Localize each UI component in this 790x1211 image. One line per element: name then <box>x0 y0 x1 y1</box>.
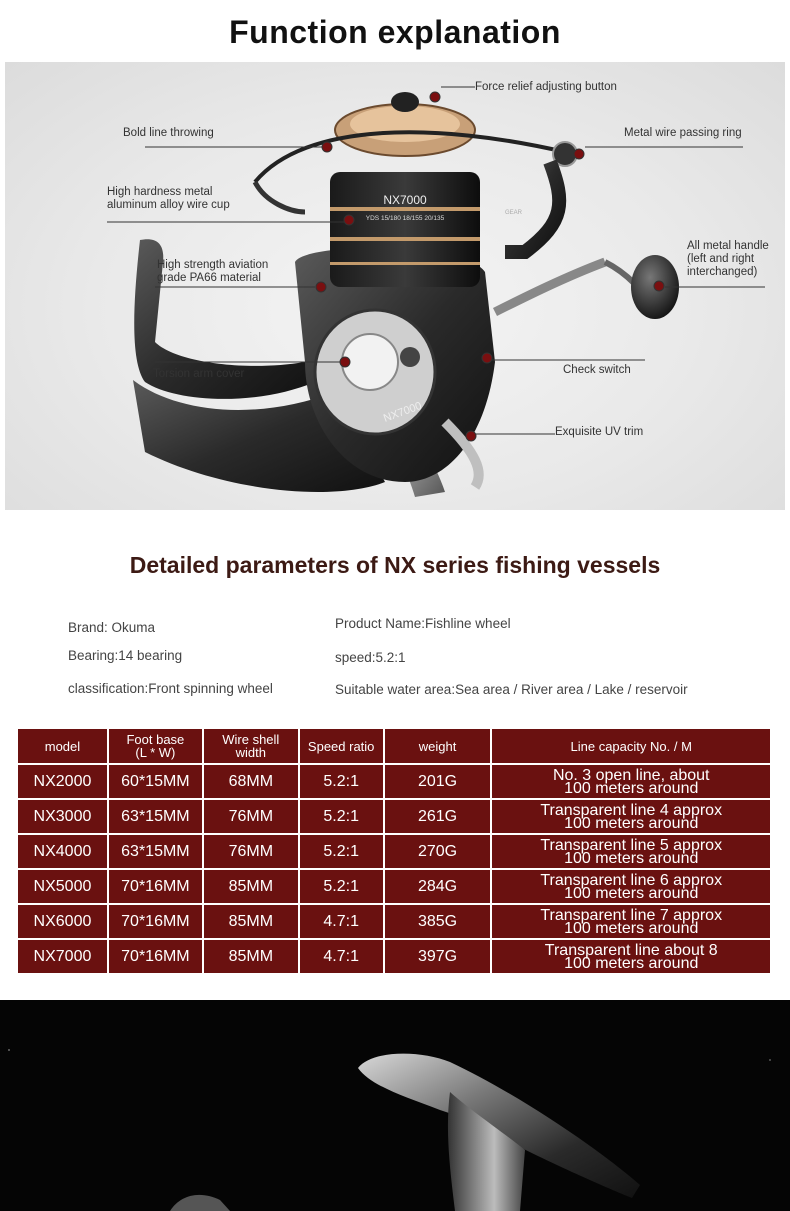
cell-wire-shell: 76MM <box>204 800 298 833</box>
spec-table <box>16 727 772 975</box>
spool-capacity-text: YDS 15/180 18/155 20/135 <box>365 215 445 222</box>
cell-line-capacity: No. 3 open line, about 100 meters around <box>492 765 770 798</box>
callout-torsion-arm: Torsion arm cover <box>153 368 245 380</box>
cell-weight: 397G <box>385 940 491 973</box>
spool-model-text: NX7000 <box>383 193 427 207</box>
cell-line-capacity: Transparent line 4 approx 100 meters around <box>492 800 770 833</box>
table-row <box>18 940 770 973</box>
cell-speed-ratio: 5.2:1 <box>300 870 383 903</box>
cell-foot-base: 70*16MM <box>109 940 202 973</box>
reel-handle-closeup <box>0 1000 790 1211</box>
cell-model: NX4000 <box>18 835 107 868</box>
callout-metal-wire: Metal wire passing ring <box>624 127 742 139</box>
param-speed: speed:5.2:1 <box>335 650 406 665</box>
table-row <box>18 905 770 938</box>
table-row <box>18 870 770 903</box>
header-line-capacity: Line capacity No. / M <box>492 729 770 763</box>
cell-foot-base: 63*15MM <box>109 835 202 868</box>
cell-model: NX3000 <box>18 800 107 833</box>
cell-speed-ratio: 4.7:1 <box>300 905 383 938</box>
dark-product-closeup <box>0 1000 790 1211</box>
cell-line-capacity: Transparent line 5 approx 100 meters around <box>492 835 770 868</box>
cell-model: NX2000 <box>18 765 107 798</box>
header-weight: weight <box>385 729 491 763</box>
table-row <box>18 765 770 798</box>
cell-foot-base: 70*16MM <box>109 905 202 938</box>
page-title: Function explanation <box>229 14 561 50</box>
header-model: model <box>18 729 107 763</box>
cell-foot-base: 70*16MM <box>109 870 202 903</box>
param-brand: Brand: Okuma <box>68 620 156 635</box>
callout-bold-line: Bold line throwing <box>123 127 214 139</box>
param-classification: classification:Front spinning wheel <box>68 681 273 696</box>
callout-force-relief: Force relief adjusting button <box>475 81 617 93</box>
header-speed-ratio: Speed ratio <box>300 729 383 763</box>
table-header-row <box>18 729 770 763</box>
product-photo <box>5 62 785 510</box>
cell-wire-shell: 76MM <box>204 835 298 868</box>
cell-speed-ratio: 5.2:1 <box>300 800 383 833</box>
header-wire-shell: Wire shell width <box>204 729 298 763</box>
header-foot-base: Foot base (L * W) <box>109 729 202 763</box>
callout-metal-handle: All metal handle (left and right interchanged) <box>687 240 769 278</box>
cell-foot-base: 63*15MM <box>109 800 202 833</box>
cell-speed-ratio: 4.7:1 <box>300 940 383 973</box>
cell-line-capacity: Transparent line about 8 100 meters around <box>492 940 770 973</box>
param-product-name: Product Name:Fishline wheel <box>335 616 511 631</box>
table-row <box>18 800 770 833</box>
cell-foot-base: 60*15MM <box>109 765 202 798</box>
callout-aviation: High strength aviation grade PA66 material <box>157 259 269 284</box>
callout-uv-trim: Exquisite UV trim <box>555 426 644 438</box>
cell-speed-ratio: 5.2:1 <box>300 835 383 868</box>
table-row <box>18 835 770 868</box>
gear-text: GEAR <box>505 210 523 216</box>
body-model-text: NX7000 <box>381 399 424 425</box>
params-title: Detailed parameters of NX series fishing vessels <box>129 552 661 578</box>
cell-model: NX6000 <box>18 905 107 938</box>
callout-check-switch: Check switch <box>563 364 631 376</box>
param-water-area: Suitable water area:Sea area / River area / Lake / reservoir <box>335 682 688 697</box>
cell-weight: 270G <box>385 835 491 868</box>
cell-wire-shell: 85MM <box>204 940 298 973</box>
callout-wire-cup: High hardness metal aluminum alloy wire cup <box>107 186 230 211</box>
cell-line-capacity: Transparent line 6 approx 100 meters around <box>492 870 770 903</box>
cell-weight: 261G <box>385 800 491 833</box>
cell-wire-shell: 68MM <box>204 765 298 798</box>
cell-weight: 385G <box>385 905 491 938</box>
cell-weight: 201G <box>385 765 491 798</box>
cell-line-capacity: Transparent line 7 approx 100 meters around <box>492 905 770 938</box>
cell-model: NX5000 <box>18 870 107 903</box>
param-bearing: Bearing:14 bearing <box>68 648 183 663</box>
cell-model: NX7000 <box>18 940 107 973</box>
cell-wire-shell: 85MM <box>204 905 298 938</box>
cell-speed-ratio: 5.2:1 <box>300 765 383 798</box>
cell-wire-shell: 85MM <box>204 870 298 903</box>
cell-weight: 284G <box>385 870 491 903</box>
